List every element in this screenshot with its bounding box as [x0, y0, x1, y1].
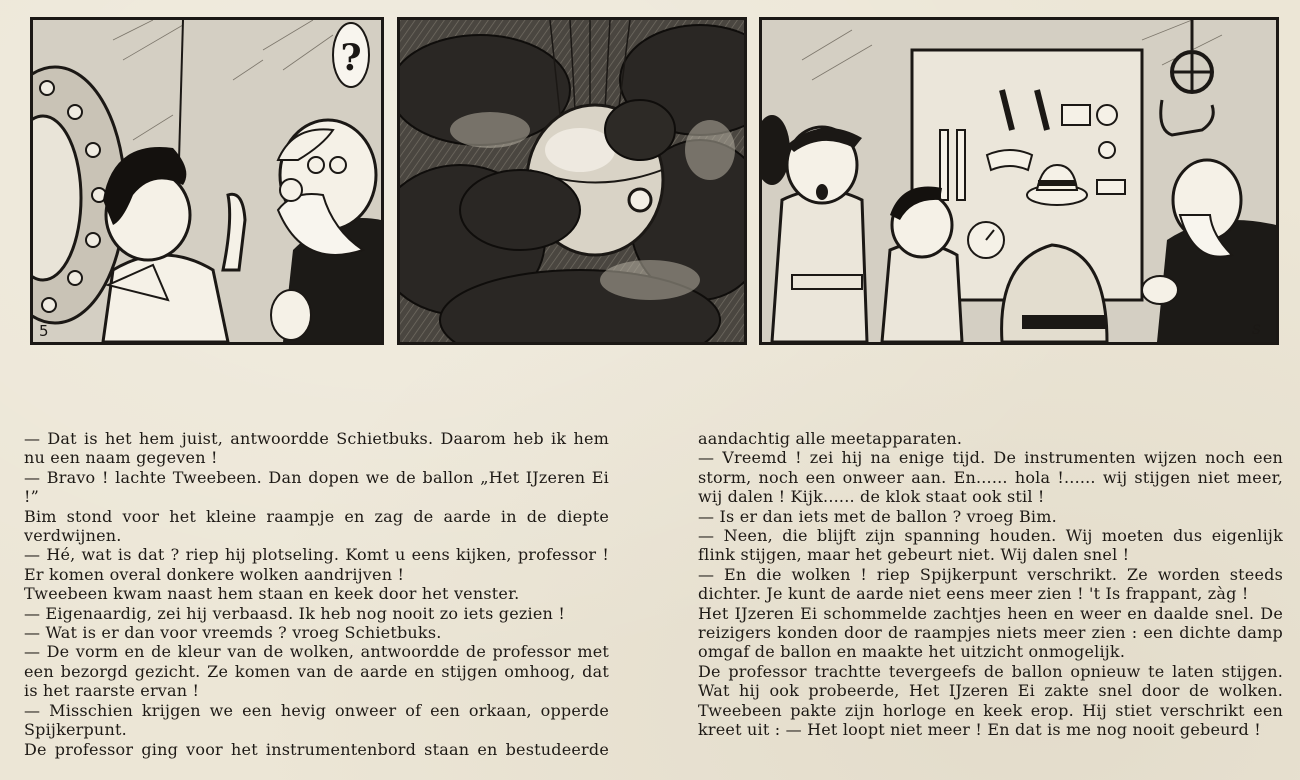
paragraph: — Neen, die blijft zijn spanning houden. Wij moeten dus eigenlijk flink stijgen, maar het gebeurt niet. Wij dalen snel ! — [698, 526, 1283, 565]
paragraph: aandachtig alle meetapparaten. — [698, 429, 963, 448]
paragraph: — Eigenaardig, zei hij verbaasd. Ik heb nog nooit zo iets gezien ! — [24, 603, 565, 623]
paragraph: — Vreemd ! zei hij na enige tijd. De instrumenten wijzen noch een storm, noch een onweer aan. En...... hola !...... wij stijgen niet meer, wij dalen ! Kijk...... de klok staat ook stil ! — [698, 448, 1283, 507]
paragraph: — Is er dan iets met de ballon ? vroeg Bim. — [698, 506, 1057, 526]
artist-signature: S — [1252, 323, 1261, 338]
question-mark-balloon — [333, 23, 369, 87]
paragraph: — Hé, wat is dat ? riep hij plotseling. Komt u eens kijken, professor ! Er komen overal donkere wolken aandrijven ! — [24, 545, 609, 584]
paragraph: De professor ging voor het instrumentenbord staan en bestudeerde — [24, 739, 609, 759]
paragraph: Bim stond voor het kleine raampje en zag de aarde in de diepte verdwijnen. — [24, 506, 609, 546]
comic-panel-2 — [397, 17, 747, 345]
spijkerpunt-character — [772, 127, 867, 342]
bim-character — [882, 187, 962, 342]
panel-1-illustration — [33, 20, 381, 342]
speech-mark: ? — [340, 37, 362, 79]
paragraph: — Wat is er dan voor vreemds ? vroeg Schietbuks. — [24, 623, 442, 643]
text-column-right — [698, 429, 1283, 740]
paragraph: — En die wolken ! riep Spijkerpunt verschrikt. Ze worden steeds dichter. Je kunt de aarde niet eens meer zien ! 't Is frappant, zàg ! — [698, 564, 1283, 604]
paragraph: — De vorm en de kleur van de wolken, antwoordde de professor met een bezorgd gezicht. Ze komen van de aarde en stijgen omhoog, dat is het raarste ervan ! — [24, 642, 609, 701]
panel-number: 5 — [39, 322, 49, 340]
paragraph: Tweebeen kwam naast hem staan en keek door het venster. — [24, 584, 520, 604]
text-column-left — [24, 429, 609, 759]
paragraph: — Dat is het hem juist, antwoordde Schietbuks. Daarom heb ik hem nu een naam gegeven ! — [24, 429, 609, 468]
paragraph: De professor trachtte tevergeefs de ballon opnieuw te laten stijgen. Wat hij ook probeerde, Het IJzeren Ei zakte snel door de wolken. Tweebeen pakte zijn horloge en keek erop. Hij stiet verschrikt een kreet uit : — Het loopt niet meer ! En dat is me nog nooit gebeurd ! — [698, 661, 1283, 740]
paragraph: Het IJzeren Ei schommelde zachtjes heen en weer en daalde snel. De reizigers konden door de raampjes niets meer zien : een dichte damp omgaf de ballon en maakte het uitzicht onmogelijk. — [698, 603, 1283, 662]
comic-panel-3 — [759, 17, 1279, 345]
paragraph: — Bravo ! lachte Tweebeen. Dan dopen we de ballon „Het IJzeren Ei !” — [24, 467, 609, 507]
panel-2-illustration — [400, 20, 744, 342]
panel-3-illustration — [762, 20, 1276, 342]
comic-panel-1 — [30, 17, 384, 345]
paragraph: — Misschien krijgen we een hevig onweer of een orkaan, opperde Spijkerpunt. — [24, 700, 609, 740]
